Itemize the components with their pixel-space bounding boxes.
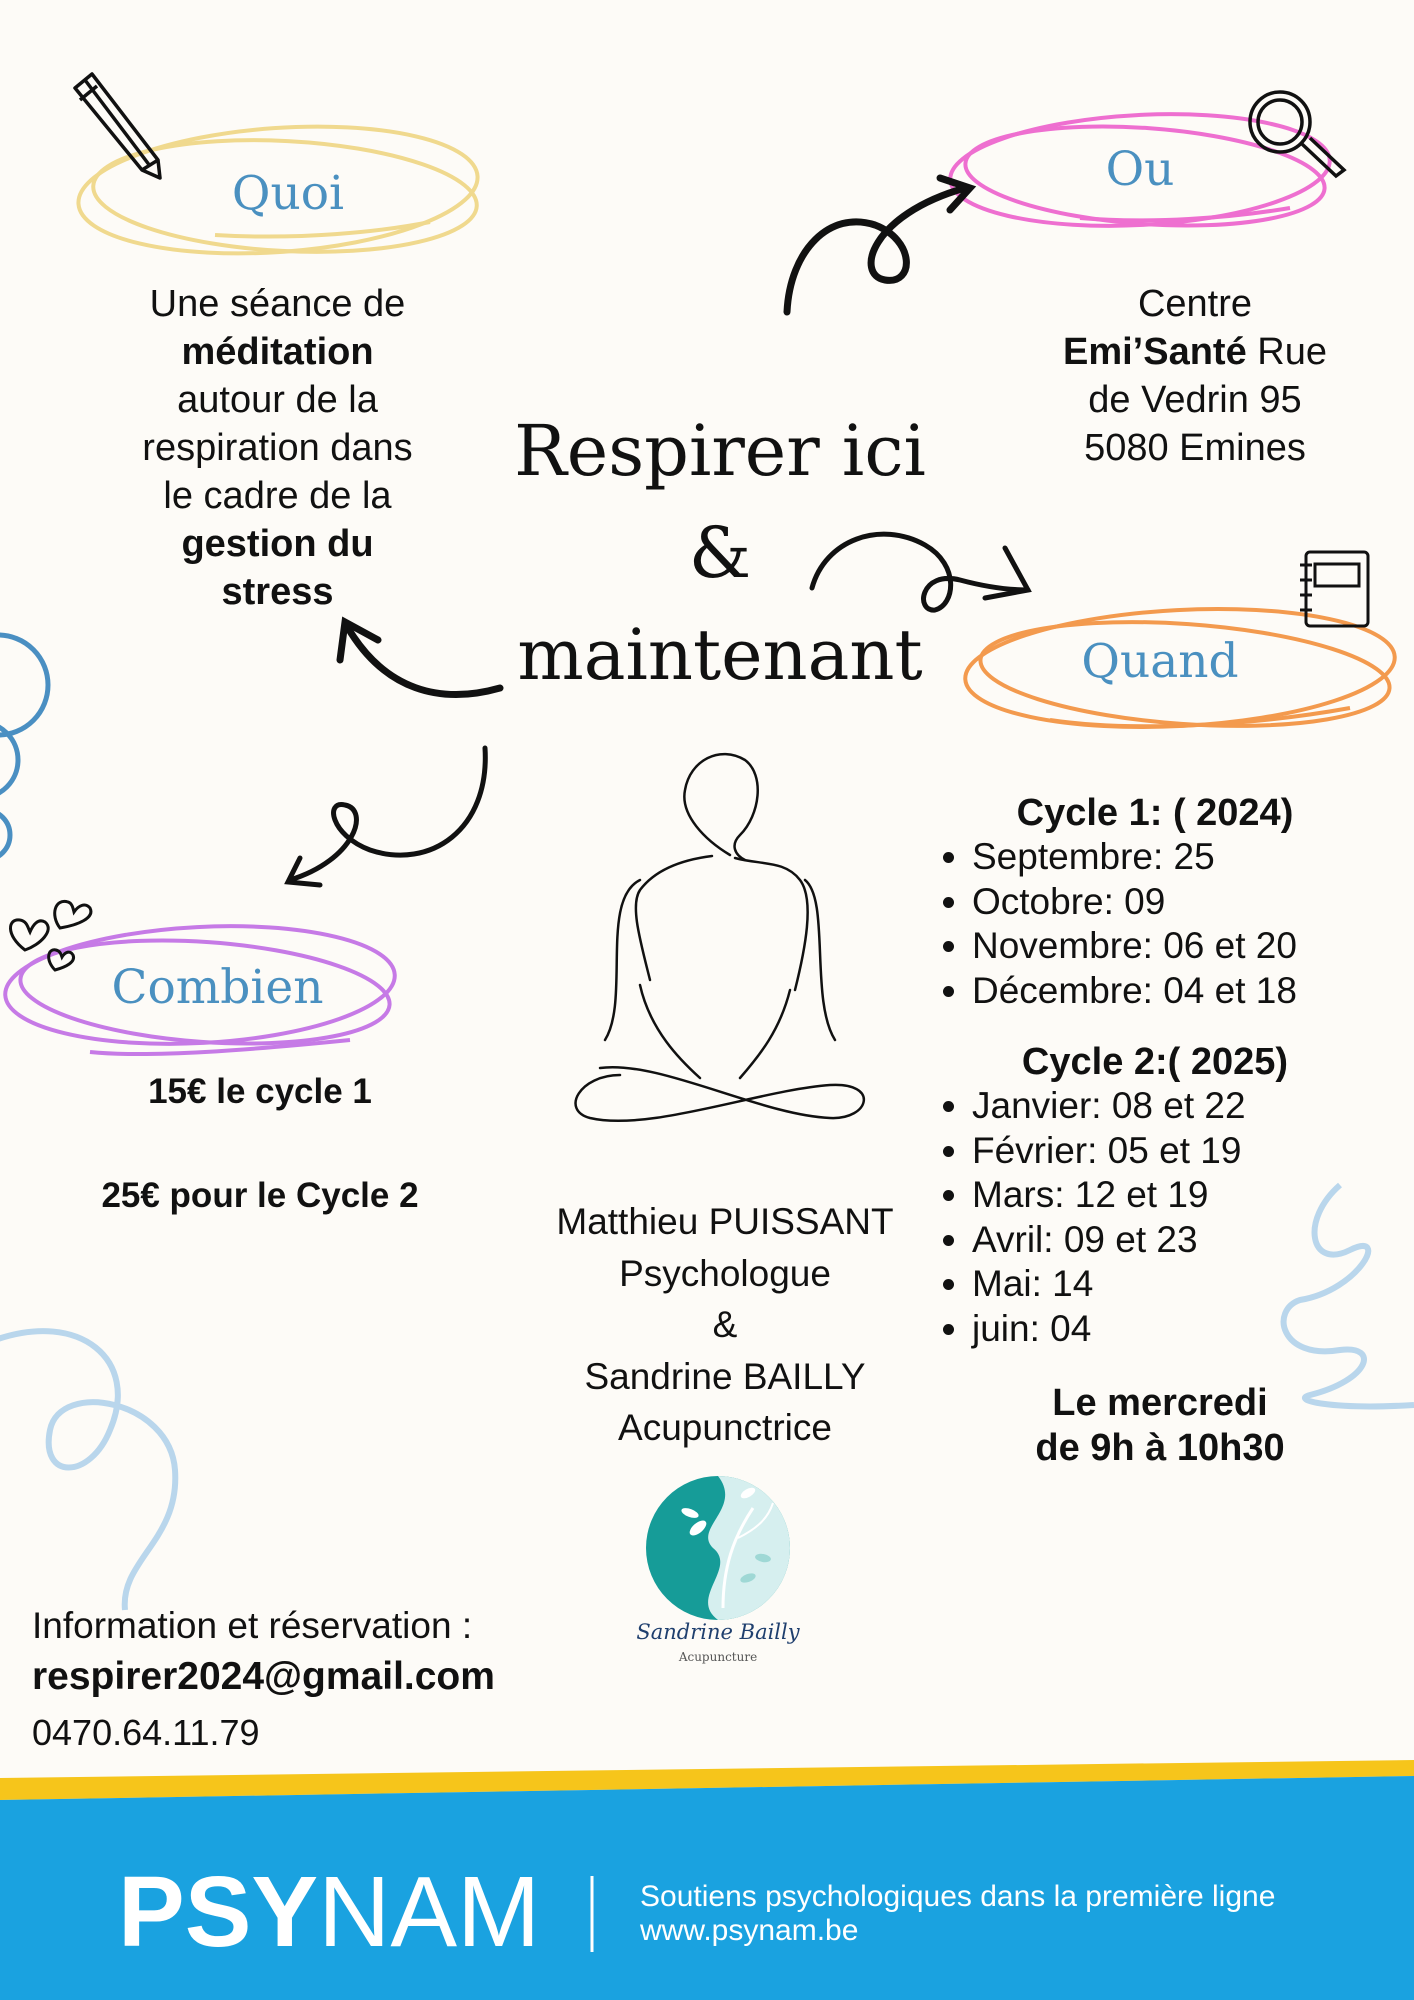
meditation-figure-icon [576,754,864,1121]
logo-subtitle: Acupuncture [678,1650,758,1664]
venue-name: Emi’Santé [1062,331,1247,373]
hearts-icon [10,901,90,970]
quoi-text-emphasis: méditation [181,331,374,373]
brand-bold: PSY [118,1856,319,1968]
title-line1: Respirer ici [514,410,926,492]
date-item: • Janvier: 08 et 22 [972,1084,1390,1129]
ou-line: 5080 Emines [1084,427,1306,469]
contact-phone[interactable]: 0470.64.11.79 [32,1712,260,1753]
quoi-text-line: autour de la [177,379,378,421]
arrow-to-ou-icon [787,178,970,312]
date-item: • Décembre: 04 et 18 [972,969,1390,1014]
date-item: • Février: 05 et 19 [972,1129,1390,1174]
ou-line-with-name [1020,328,1370,376]
quoi-heading: Quoi [231,166,345,221]
quoi-text-emphasis: gestion du [181,523,374,565]
arrow-to-combien-icon [288,748,485,885]
ou-line: de Vedrin 95 [1088,379,1302,421]
price-cycle2: 25€ pour le Cycle 2 [101,1176,419,1215]
quoi-text-emphasis: stress [221,571,334,613]
sandrine-bailly-logo-mark [646,1476,790,1620]
quoi-text-line: Une séance de [149,283,406,325]
cycle2-dates [930,1084,1390,1351]
date-item: • Septembre: 25 [972,835,1390,880]
date-item: • Avril: 09 et 23 [972,1218,1390,1263]
ou-line: Centre [1137,283,1253,325]
day-and-time [930,1381,1390,1471]
date-item: • Mai: 14 [972,1262,1390,1307]
brand-light: NAM [318,1856,541,1968]
ou-heading: Ou [1105,142,1175,197]
ou-address [1020,280,1370,472]
date-item: • Octobre: 09 [972,880,1390,925]
contact-label: Information et réservation : [32,1605,473,1646]
footer-text [640,1880,1275,1948]
main-title [500,400,940,706]
ou-street-word: Rue [1246,331,1327,373]
facilitators [530,1196,920,1454]
facilitator-name: Sandrine BAILLY [584,1355,866,1397]
quoi-text-line: respiration dans [142,427,413,469]
cycle1-title: Cycle 1: ( 2024) [1016,792,1294,834]
title-ampersand: & [688,512,752,594]
facilitator-role: Psychologue [619,1252,831,1294]
squiggle-left-decoration [0,1331,175,1610]
facilitator-name: Matthieu PUISSANT [556,1201,894,1242]
combien-heading: Combien [111,960,324,1015]
quoi-text-line: le cadre de la [163,475,392,517]
facilitators-ampersand: & [712,1304,738,1345]
facilitator-role: Acupunctrice [618,1407,832,1448]
price-cycle1: 15€ le cycle 1 [148,1072,372,1111]
date-item: • Novembre: 06 et 20 [972,924,1390,969]
footer-url[interactable]: www.psynam.be [640,1914,859,1947]
footer-tagline: Soutiens psychologiques dans la première ligne [640,1880,1276,1913]
logo-name: Sandrine Bailly [636,1620,800,1644]
date-item: • Mars: 12 et 19 [972,1173,1390,1218]
day-line: Le mercredi [1052,1382,1268,1424]
title-line3: maintenant [517,614,923,696]
cycle1-dates [930,835,1390,1013]
blue-circles-decoration [0,635,48,860]
cycle2-title: Cycle 2:( 2025) [1021,1041,1289,1083]
contact-email[interactable]: respirer2024@gmail.com [32,1655,495,1698]
quand-schedule [930,792,1390,1471]
quand-heading: Quand [1081,634,1239,689]
quoi-description [90,280,465,616]
time-line: de 9h à 10h30 [1035,1427,1285,1469]
date-item: • juin: 04 [972,1307,1390,1352]
arrow-to-quoi-icon [340,622,500,695]
footer-brand [118,1856,541,1968]
